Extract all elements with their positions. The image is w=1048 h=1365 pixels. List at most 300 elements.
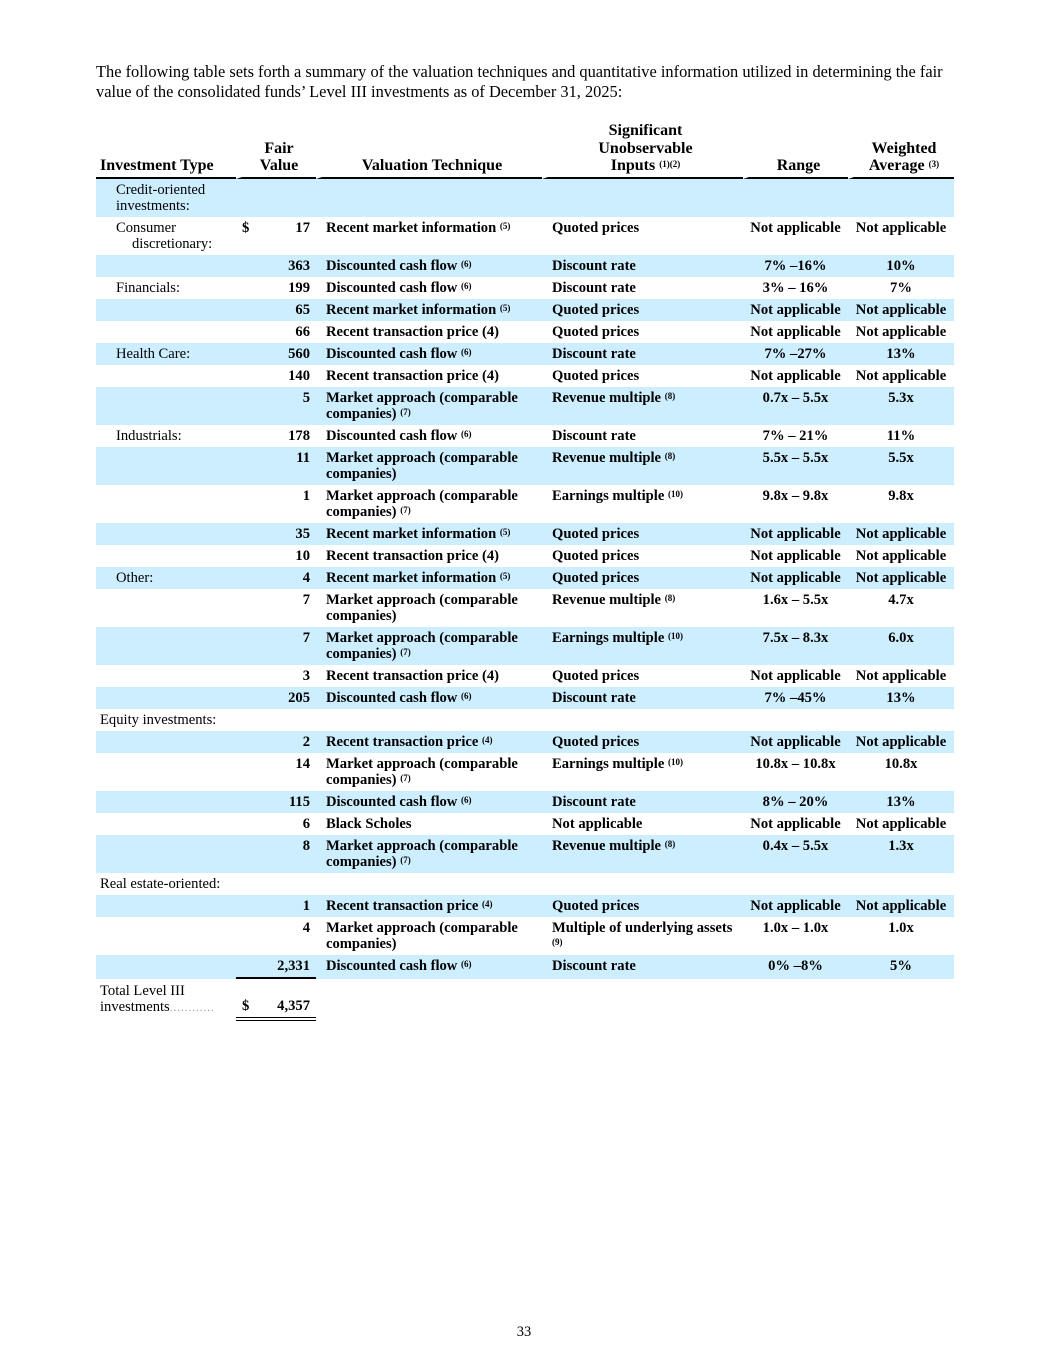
fair-value-cell: [236, 955, 316, 979]
valuation-technique: Recent market information: [326, 219, 497, 236]
fair-value: 4: [302, 919, 310, 936]
input-footnote: (8): [664, 592, 676, 603]
fair-value: 14: [295, 755, 310, 772]
weighted-average-cell: 1.0x: [888, 919, 914, 936]
range-cell: Not applicable: [750, 323, 841, 340]
valuation-technique-cell: [316, 895, 542, 917]
valuation-technique-cell: [316, 813, 542, 835]
weighted-average-cell: Not applicable: [855, 219, 947, 236]
range-cell: 0.7x – 5.5x: [743, 387, 848, 425]
valuation-technique: Recent market information: [326, 525, 497, 542]
unobservable-input-cell: [542, 299, 743, 321]
unobservable-input: Earnings multiple: [552, 755, 665, 772]
fair-value-cell: [236, 425, 316, 447]
technique-footnote: (7): [400, 772, 411, 783]
section-equity-label: Equity investments:: [100, 711, 217, 728]
unobservable-input: Discount rate: [552, 689, 636, 706]
unobservable-input: Discount rate: [552, 427, 636, 444]
table-row: [96, 627, 954, 665]
header-fair-value-line1: Fair: [264, 139, 294, 157]
unobservable-input-cell: [542, 447, 743, 485]
header-inputs-line3: Inputs: [610, 157, 656, 174]
range-cell: Not applicable: [743, 895, 848, 917]
fair-value: 7: [302, 629, 310, 646]
range-cell: Not applicable: [750, 547, 841, 564]
valuation-technique: Market approach (comparable companies): [326, 755, 518, 788]
fair-value-cell: [236, 545, 316, 567]
range-cell: Not applicable: [743, 299, 848, 321]
table-row: [96, 687, 954, 709]
unobservable-input-cell: [542, 321, 743, 343]
range-cell: Not applicable: [743, 523, 848, 545]
unobservable-input-cell: [542, 835, 743, 873]
section-credit-label: Credit-oriented investments:: [96, 179, 236, 217]
table-row: [96, 447, 954, 485]
table-row: [96, 255, 954, 277]
range-cell: Not applicable: [750, 367, 841, 384]
valuation-technique-cell: [316, 627, 542, 665]
unobservable-input: Earnings multiple: [552, 487, 665, 504]
range-cell: 0% –8%: [743, 955, 848, 979]
fair-value: 35: [295, 525, 310, 542]
technique-footnote: (6): [461, 258, 472, 269]
valuation-technique: Discounted cash flow: [326, 427, 458, 444]
weighted-average-cell: Not applicable: [855, 367, 947, 384]
range-cell: 3% – 16%: [762, 279, 829, 296]
technique-footnote: (5): [499, 302, 511, 313]
fair-value-cell: [236, 917, 316, 955]
technique-footnote: (7): [400, 504, 411, 515]
table-row: [96, 567, 954, 589]
valuation-technique-cell: [316, 343, 542, 365]
range-cell: 8% – 20%: [743, 791, 848, 813]
fair-value-cell: [236, 523, 316, 545]
fair-value: 560: [288, 345, 310, 362]
weighted-average-cell: 11%: [886, 427, 916, 444]
unobservable-input: Quoted prices: [552, 733, 640, 750]
valuation-technique: Discounted cash flow: [326, 793, 458, 810]
weighted-average-cell: 9.8x: [888, 487, 914, 504]
fair-value: 205: [288, 689, 310, 706]
input-footnote: (9): [552, 936, 563, 947]
sector-other-label: Other:: [96, 567, 236, 589]
input-footnote: (8): [664, 838, 676, 849]
unobservable-input-cell: [542, 665, 743, 687]
header-fair-value-line2: Value: [259, 157, 299, 174]
unobservable-input-cell: [542, 627, 743, 665]
table-row: [96, 731, 954, 753]
unobservable-input-cell: [542, 217, 743, 255]
range-cell: Not applicable: [743, 731, 848, 753]
range-cell: 1.0x – 1.0x: [762, 919, 829, 936]
range-cell: 7% –27%: [743, 343, 848, 365]
total-value: [236, 979, 316, 1021]
header-average-line2: Average: [868, 157, 925, 174]
fair-value: 4: [302, 569, 310, 586]
weighted-average-cell: 5%: [848, 955, 954, 979]
technique-footnote: (6): [461, 346, 472, 357]
valuation-technique-cell: [316, 321, 542, 343]
header-inputs-footnote: (1)(2): [659, 159, 681, 169]
total-label: [96, 979, 236, 1021]
valuation-technique-cell: [316, 589, 542, 627]
technique-footnote: (4): [482, 734, 493, 745]
table-row: [96, 895, 954, 917]
fair-value: 199: [288, 279, 310, 296]
header-valuation-technique: Valuation Technique: [316, 122, 542, 179]
fair-value: 363: [288, 257, 310, 274]
fair-value: 2: [302, 733, 310, 750]
fair-value: 66: [295, 323, 310, 340]
header-inputs: [542, 122, 743, 179]
unobservable-input-cell: [542, 567, 743, 589]
sector-consumer-line1: Consumer: [116, 219, 176, 236]
unobservable-input: Revenue multiple: [552, 837, 662, 854]
technique-footnote: (6): [461, 428, 472, 439]
fair-value-cell: [236, 255, 316, 277]
technique-footnote: (4): [482, 898, 493, 909]
total-row: [96, 979, 954, 1021]
section-real-estate-label: Real estate-oriented:: [100, 875, 221, 892]
valuation-technique-cell: [316, 835, 542, 873]
sector-industrials-label: Industrials:: [116, 427, 182, 444]
unobservable-input: Quoted prices: [552, 301, 640, 318]
input-footnote: (10): [667, 488, 683, 499]
valuation-technique-cell: [316, 299, 542, 321]
unobservable-input: Revenue multiple: [552, 449, 662, 466]
valuation-table: [96, 122, 954, 1021]
valuation-technique: Recent transaction price (4): [326, 323, 500, 340]
unobservable-input: Quoted prices: [552, 323, 640, 340]
fair-value-cell: [236, 387, 316, 425]
table-row: [96, 955, 954, 979]
fair-value-cell: [236, 687, 316, 709]
unobservable-input: Quoted prices: [552, 897, 640, 914]
technique-footnote: (7): [400, 854, 411, 865]
sector-consumer-line2: discretionary:: [132, 235, 213, 252]
fair-value: 65: [295, 301, 310, 318]
unobservable-input: Quoted prices: [552, 525, 640, 542]
weighted-average-cell: 4.7x: [888, 591, 914, 608]
unobservable-input-cell: [542, 813, 743, 835]
valuation-technique-cell: [316, 545, 542, 567]
valuation-technique: Discounted cash flow: [326, 257, 458, 274]
valuation-technique: Recent transaction price (4): [326, 547, 500, 564]
range-cell: 7% – 21%: [762, 427, 829, 444]
table-row: [96, 277, 954, 299]
valuation-technique-cell: [316, 731, 542, 753]
table-row: [96, 753, 954, 791]
valuation-technique-cell: [316, 791, 542, 813]
valuation-technique: Market approach (comparable companies): [326, 629, 518, 662]
fair-value-cell: [236, 895, 316, 917]
weighted-average-cell: 5.5x: [848, 447, 954, 485]
fair-value-cell: [236, 343, 316, 365]
unobservable-input: Earnings multiple: [552, 629, 665, 646]
valuation-technique-cell: [316, 277, 542, 299]
range-cell: Not applicable: [743, 567, 848, 589]
table-row: [96, 485, 954, 523]
fair-value-cell: [236, 813, 316, 835]
header-fair-value: [236, 122, 316, 179]
range-cell: 5.5x – 5.5x: [743, 447, 848, 485]
valuation-technique: Black Scholes: [326, 815, 412, 832]
table-row: [96, 791, 954, 813]
page-number: 33: [516, 1324, 532, 1340]
sector-consumer-label: [96, 217, 236, 255]
unobservable-input: Quoted prices: [552, 219, 640, 236]
weighted-average-cell: Not applicable: [855, 815, 947, 832]
weighted-average-cell: Not applicable: [855, 323, 947, 340]
fair-value-cell: [236, 217, 316, 255]
unobservable-input: Discount rate: [552, 279, 636, 296]
valuation-technique: Recent transaction price (4): [326, 667, 500, 684]
unobservable-input-cell: [542, 485, 743, 523]
valuation-technique: Recent transaction price: [326, 733, 479, 750]
header-range: Range: [743, 122, 848, 179]
weighted-average-cell: Not applicable: [848, 299, 954, 321]
fair-value: 140: [288, 367, 310, 384]
unobservable-input: Quoted prices: [552, 367, 640, 384]
fair-value: 2,331: [277, 957, 310, 974]
weighted-average-cell: 13%: [848, 791, 954, 813]
range-cell: 1.6x – 5.5x: [762, 591, 829, 608]
input-footnote: (10): [667, 630, 683, 641]
weighted-average-cell: 5.3x: [848, 387, 954, 425]
weighted-average-cell: Not applicable: [848, 731, 954, 753]
unobservable-input-cell: [542, 687, 743, 709]
valuation-technique: Market approach (comparable companies): [326, 919, 518, 952]
weighted-average-cell: Not applicable: [848, 523, 954, 545]
technique-footnote: (6): [461, 690, 472, 701]
fair-value: 3: [302, 667, 310, 684]
unobservable-input-cell: [542, 425, 743, 447]
weighted-average-cell: Not applicable: [848, 895, 954, 917]
header-average-line1: Weighted: [871, 139, 937, 157]
fair-value: 11: [296, 449, 310, 466]
unobservable-input-cell: [542, 365, 743, 387]
valuation-technique-cell: [316, 955, 542, 979]
valuation-technique: Discounted cash flow: [326, 957, 458, 974]
section-row-equity: [96, 709, 954, 731]
intro-paragraph: The following table sets forth a summary of the valuation techniques and quantitative information utilized in determining the fair value of the consolidated funds’ Level III investments as of December 31, 2025:: [96, 62, 943, 101]
fair-value: 10: [295, 547, 310, 564]
unobservable-input: Revenue multiple: [552, 591, 662, 608]
fair-value-cell: [236, 447, 316, 485]
currency-symbol: $: [242, 219, 250, 236]
fair-value-cell: [236, 299, 316, 321]
valuation-technique-cell: [316, 523, 542, 545]
table-row: [96, 589, 954, 627]
valuation-technique: Recent market information: [326, 569, 497, 586]
fair-value-cell: [236, 665, 316, 687]
unobservable-input: Quoted prices: [552, 667, 640, 684]
table-row: [96, 365, 954, 387]
valuation-technique-cell: [316, 485, 542, 523]
fair-value: 8: [302, 837, 310, 854]
fair-value: 115: [288, 793, 310, 810]
valuation-technique: Recent market information: [326, 301, 497, 318]
total-leader-dots: ............: [169, 1001, 215, 1014]
valuation-technique-cell: [316, 255, 542, 277]
valuation-technique-cell: [316, 365, 542, 387]
table-row: [96, 523, 954, 545]
fair-value-cell: [236, 731, 316, 753]
technique-footnote: (7): [400, 406, 411, 417]
valuation-technique-cell: [316, 387, 542, 425]
header-inputs-line1: Significant: [608, 122, 683, 139]
unobservable-input: Discount rate: [552, 345, 636, 362]
valuation-technique: Market approach (comparable companies): [326, 449, 518, 482]
valuation-technique: Discounted cash flow: [326, 279, 458, 296]
fair-value-cell: [236, 627, 316, 665]
range-cell: 9.8x – 9.8x: [762, 487, 829, 504]
weighted-average-cell: 10.8x: [884, 755, 918, 772]
table-row: [96, 665, 954, 687]
valuation-technique-cell: [316, 567, 542, 589]
range-cell: 7% –16%: [743, 255, 848, 277]
weighted-average-cell: 10%: [848, 255, 954, 277]
weighted-average-cell: 7%: [890, 279, 912, 296]
technique-footnote: (5): [499, 220, 511, 231]
technique-footnote: (6): [461, 280, 472, 291]
fair-value-cell: [236, 365, 316, 387]
weighted-average-cell: 1.3x: [848, 835, 954, 873]
input-footnote: (8): [664, 450, 676, 461]
weighted-average-cell: Not applicable: [848, 567, 954, 589]
range-cell: 10.8x – 10.8x: [755, 755, 836, 772]
unobservable-input-cell: [542, 917, 743, 955]
total-label-text: Total Level III investments: [100, 982, 185, 1015]
unobservable-input-cell: [542, 589, 743, 627]
unobservable-input: Quoted prices: [552, 569, 640, 586]
technique-footnote: (7): [400, 646, 411, 657]
valuation-technique: Market approach (comparable companies): [326, 389, 518, 422]
header-average-footnote: (3): [928, 159, 940, 169]
range-cell: Not applicable: [750, 219, 841, 236]
unobservable-input: Revenue multiple: [552, 389, 662, 406]
unobservable-input-cell: [542, 523, 743, 545]
weighted-average-cell: 13%: [848, 343, 954, 365]
fair-value-cell: [236, 589, 316, 627]
unobservable-input-cell: [542, 545, 743, 567]
table-row: [96, 387, 954, 425]
table-row: [96, 217, 954, 255]
unobservable-input-cell: [542, 277, 743, 299]
header-investment-type: Investment Type: [96, 122, 236, 179]
valuation-technique: Recent transaction price (4): [326, 367, 500, 384]
header-inputs-line2: Unobservable: [598, 139, 693, 157]
fair-value: 5: [302, 389, 310, 406]
valuation-technique-cell: [316, 687, 542, 709]
technique-footnote: (6): [461, 958, 472, 969]
fair-value-cell: [236, 277, 316, 299]
valuation-technique-cell: [316, 447, 542, 485]
valuation-technique: Market approach (comparable companies): [326, 591, 518, 624]
valuation-technique-cell: [316, 753, 542, 791]
valuation-technique: Market approach (comparable companies): [326, 837, 518, 870]
fair-value: 1: [302, 897, 310, 914]
unobservable-input-cell: [542, 791, 743, 813]
technique-footnote: (6): [461, 794, 472, 805]
table-row: [96, 321, 954, 343]
valuation-technique: Recent transaction price: [326, 897, 479, 914]
unobservable-input: Multiple of underlying assets: [552, 919, 733, 936]
fair-value: 6: [302, 815, 310, 832]
fair-value-cell: [236, 321, 316, 343]
range-cell: Not applicable: [750, 667, 841, 684]
fair-value-cell: [236, 485, 316, 523]
unobservable-input-cell: [542, 343, 743, 365]
unobservable-input-cell: [542, 387, 743, 425]
valuation-technique-cell: [316, 665, 542, 687]
table-row: [96, 425, 954, 447]
section-row-real-estate: [96, 873, 954, 895]
fair-value-cell: [236, 791, 316, 813]
weighted-average-cell: Not applicable: [855, 667, 947, 684]
unobservable-input-cell: [542, 731, 743, 753]
valuation-technique-cell: [316, 425, 542, 447]
table-header-row: [96, 122, 954, 179]
weighted-average-cell: 13%: [848, 687, 954, 709]
input-footnote: (10): [667, 756, 683, 767]
technique-footnote: (5): [499, 526, 511, 537]
valuation-technique: Market approach (comparable companies): [326, 487, 518, 520]
input-footnote: (8): [664, 390, 676, 401]
fair-value-cell: [236, 835, 316, 873]
total-value-text: 4,357: [277, 997, 310, 1014]
unobservable-input-cell: [542, 753, 743, 791]
table-row: [96, 299, 954, 321]
range-cell: 7.5x – 8.3x: [743, 627, 848, 665]
fair-value: 1: [302, 487, 310, 504]
valuation-technique: Discounted cash flow: [326, 345, 458, 362]
valuation-technique-cell: [316, 217, 542, 255]
unobservable-input: Discount rate: [552, 257, 636, 274]
fair-value: 178: [288, 427, 310, 444]
fair-value-cell: [236, 567, 316, 589]
unobservable-input: Discount rate: [552, 957, 636, 974]
unobservable-input-cell: [542, 895, 743, 917]
header-weighted-average: [848, 122, 954, 179]
sector-financials-label: Financials:: [116, 279, 181, 296]
unobservable-input: Discount rate: [552, 793, 636, 810]
fair-value: 7: [302, 591, 310, 608]
unobservable-input-cell: [542, 955, 743, 979]
weighted-average-cell: Not applicable: [855, 547, 947, 564]
fair-value-cell: [236, 753, 316, 791]
table-row: [96, 917, 954, 955]
total-currency: $: [242, 997, 250, 1014]
unobservable-input: Quoted prices: [552, 547, 640, 564]
table-row: [96, 813, 954, 835]
range-cell: 7% –45%: [743, 687, 848, 709]
table-row: [96, 343, 954, 365]
fair-value: 17: [295, 219, 310, 236]
technique-footnote: (5): [499, 570, 511, 581]
unobservable-input-cell: [542, 255, 743, 277]
range-cell: Not applicable: [750, 815, 841, 832]
table-row: [96, 835, 954, 873]
valuation-technique: Discounted cash flow: [326, 689, 458, 706]
sector-health-care-label: Health Care:: [96, 343, 236, 365]
valuation-technique-cell: [316, 917, 542, 955]
weighted-average-cell: 6.0x: [848, 627, 954, 665]
range-cell: 0.4x – 5.5x: [743, 835, 848, 873]
table-row: [96, 545, 954, 567]
section-row-credit: [96, 179, 954, 217]
unobservable-input: Not applicable: [552, 815, 643, 832]
